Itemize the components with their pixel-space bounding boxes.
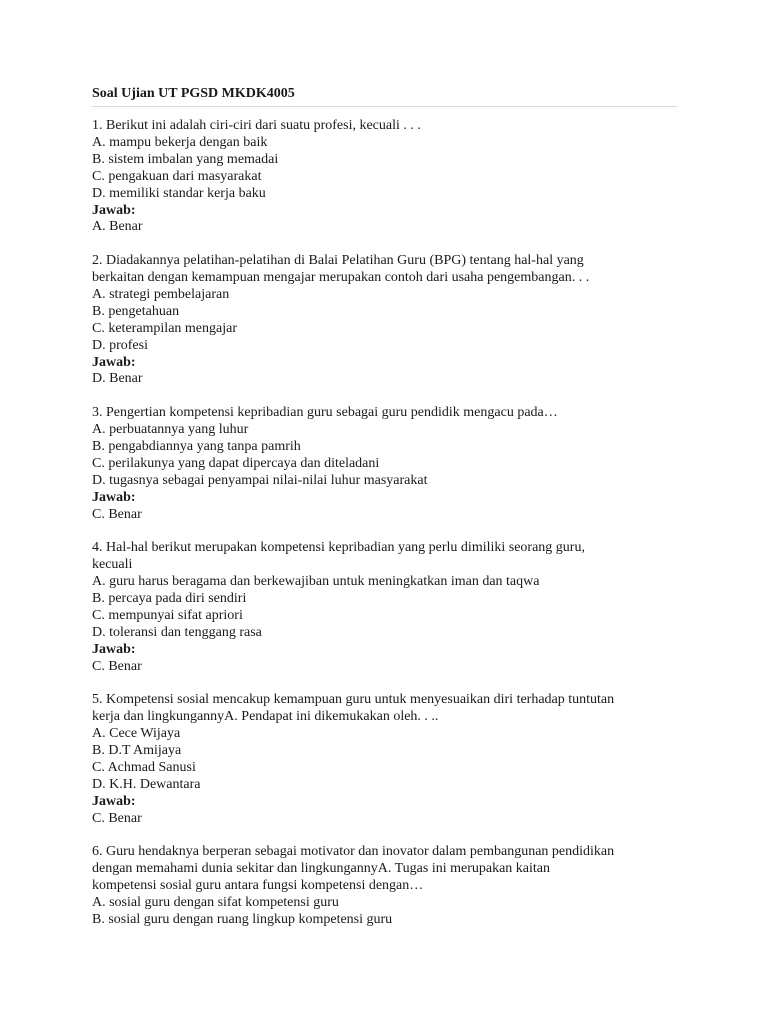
jawab-label: Jawab:	[92, 641, 136, 657]
answer-key: C. Benar	[92, 658, 142, 674]
jawab-label: Jawab:	[92, 354, 136, 370]
answer-option: B. sosial guru dengan ruang lingkup kompetensi guru	[92, 912, 393, 928]
answer-key: D. Benar	[92, 371, 143, 387]
answer-option: D. toleransi dan tenggang rasa	[92, 624, 262, 640]
answer-option: C. pengakuan dari masyarakat	[92, 168, 262, 184]
answer-key: C. Benar	[92, 506, 142, 522]
question-stem-line: 2. Diadakannya pelatihan-pelatihan di Balai Pelatihan Guru (BPG) tentang hal-hal yang	[92, 253, 584, 269]
answer-option: B. pengabdiannya yang tanpa pamrih	[92, 439, 301, 454]
question-stem-line: kerja dan lingkungannyA. Pendapat ini dikemukakan oleh. . ..	[92, 709, 439, 725]
question-block	[92, 844, 677, 929]
question-stem-line: 1. Berikut ini adalah ciri-ciri dari suatu profesi, kecuali . . .	[92, 118, 421, 133]
jawab-label: Jawab:	[92, 793, 136, 809]
question-stem-line: 4. Hal-hal berikut merupakan kompetensi kepribadian yang perlu dimiliki seorang guru,	[92, 540, 585, 556]
question-list	[92, 118, 677, 929]
answer-option: C. Achmad Sanusi	[92, 760, 196, 775]
answer-option: A. guru harus beragama dan berkewajiban untuk meningkatkan iman dan taqwa	[92, 574, 540, 590]
answer-option: D. tugasnya sebagai penyampai nilai-nilai luhur masyarakat	[92, 472, 428, 488]
answer-option: A. Cece Wijaya	[92, 726, 181, 742]
answer-option: D. K.H. Dewantara	[92, 776, 201, 792]
answer-option: A. sosial guru dengan sifat kompetensi guru	[92, 895, 339, 911]
answer-option: D. memiliki standar kerja baku	[92, 185, 266, 201]
document-page	[92, 84, 677, 946]
answer-key: C. Benar	[92, 810, 142, 826]
question-stem-line: kompetensi sosial guru antara fungsi kompetensi dengan…	[92, 878, 424, 894]
answer-option: A. mampu bekerja dengan baik	[92, 134, 268, 150]
question-stem-line: berkaitan dengan kemampuan mengajar merupakan contoh dari usaha pengembangan. . .	[92, 270, 590, 286]
answer-option: D. profesi	[92, 337, 148, 353]
document-title: Soal Ujian UT PGSD MKDK4005	[92, 84, 677, 107]
answer-option: C. mempunyai sifat apriori	[92, 607, 243, 623]
answer-option: B. percaya pada diri sendiri	[92, 591, 247, 607]
answer-option: A. perbuatannya yang luhur	[92, 422, 249, 438]
question-block	[92, 118, 677, 236]
question-stem-line: 6. Guru hendaknya berperan sebagai motivator dan inovator dalam pembangunan pendidikan	[92, 844, 615, 860]
answer-option: A. strategi pembelajaran	[92, 286, 230, 302]
question-block	[92, 540, 677, 675]
answer-option: B. sistem imbalan yang memadai	[92, 151, 279, 167]
answer-option: B. pengetahuan	[92, 303, 180, 319]
question-block	[92, 253, 677, 388]
question-block	[92, 405, 677, 523]
question-stem-line: 3. Pengertian kompetensi kepribadian guru sebagai guru pendidik mengacu pada…	[92, 405, 558, 421]
question-stem-line: 5. Kompetensi sosial mencakup kemampuan guru untuk menyesuaikan diri terhadap tuntutan	[92, 692, 615, 708]
answer-key: A. Benar	[92, 219, 143, 235]
answer-option: C. keterampilan mengajar	[92, 320, 237, 336]
question-stem-line: dengan memahami dunia sekitar dan lingkungannyA. Tugas ini merupakan kaitan	[92, 861, 551, 877]
answer-option: B. D.T Amijaya	[92, 743, 182, 759]
jawab-label: Jawab:	[92, 489, 136, 505]
question-block	[92, 692, 677, 827]
jawab-label: Jawab:	[92, 202, 136, 218]
question-stem-line: kecuali	[92, 557, 133, 573]
answer-option: C. perilakunya yang dapat dipercaya dan diteladani	[92, 455, 380, 471]
